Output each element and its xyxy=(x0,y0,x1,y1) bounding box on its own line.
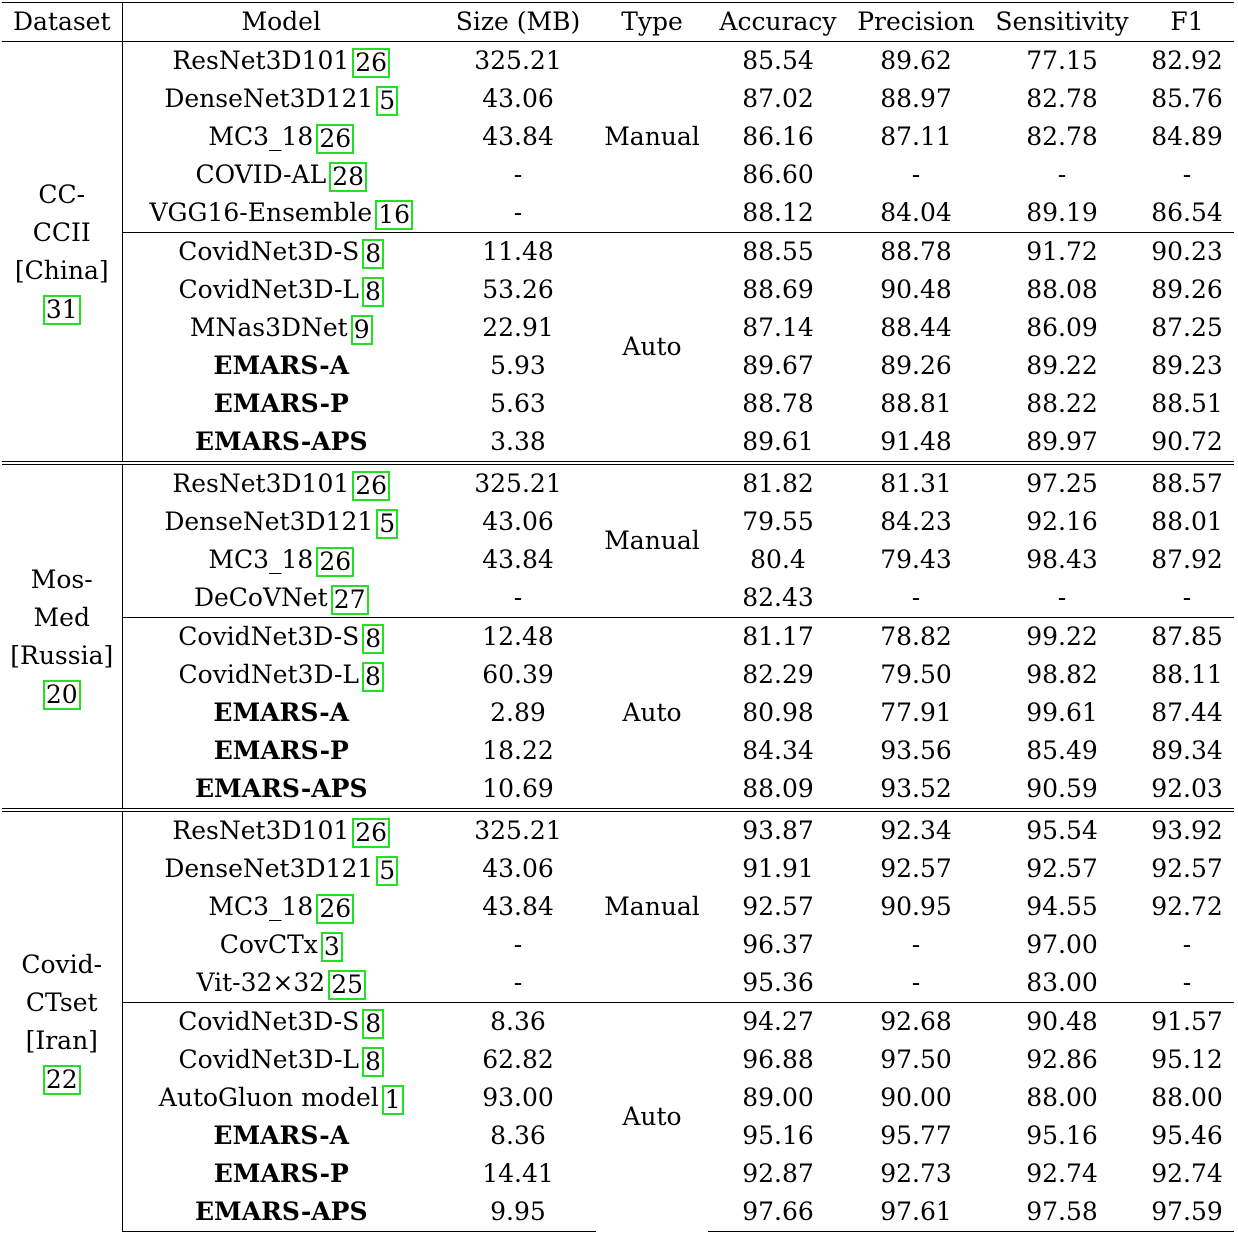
f1-cell: 87.85 xyxy=(1140,618,1234,657)
sensitivity-cell: 97.00 xyxy=(1026,930,1098,959)
model-name: DeCoVNet xyxy=(193,583,328,612)
size-cell: - xyxy=(513,583,523,612)
accuracy-cell: 85.54 xyxy=(742,46,814,75)
precision-cell: 90.00 xyxy=(880,1083,952,1112)
size-cell: - xyxy=(513,198,523,227)
model-name: COVID-AL xyxy=(195,160,327,189)
dataset-name-line: [China] xyxy=(14,255,109,285)
citation-link[interactable]: 5 xyxy=(376,86,398,116)
model-name: EMARS-P xyxy=(213,1159,349,1188)
sensitivity-cell: 95.54 xyxy=(1026,816,1098,845)
precision-cell: 88.81 xyxy=(880,389,952,418)
size-cell: 14.41 xyxy=(482,1159,554,1188)
model-name: CovidNet3D-S xyxy=(178,622,360,651)
accuracy-cell: 82.43 xyxy=(742,583,814,612)
model-cell xyxy=(122,694,440,732)
accuracy-cell: 91.91 xyxy=(742,854,814,883)
precision-cell: 92.34 xyxy=(880,816,952,845)
model-name: CovidNet3D-L xyxy=(178,275,360,304)
size-cell: 43.06 xyxy=(482,507,554,536)
accuracy-cell: 89.61 xyxy=(742,427,814,456)
model-cell xyxy=(122,850,440,888)
accuracy-cell: 88.09 xyxy=(742,774,814,803)
f1-cell: 95.46 xyxy=(1151,1121,1223,1150)
f1-cell: 84.89 xyxy=(1151,122,1223,151)
model-name: EMARS-P xyxy=(213,389,349,418)
f1-cell: 87.25 xyxy=(1151,313,1223,342)
accuracy-cell: 88.78 xyxy=(742,389,814,418)
precision-cell: 89.62 xyxy=(880,46,952,75)
model-cell xyxy=(122,964,440,1003)
citation-link[interactable]: 20 xyxy=(43,680,81,710)
sensitivity-cell: 92.16 xyxy=(1026,507,1098,536)
accuracy-cell: 84.34 xyxy=(742,736,814,765)
dataset-name-line: CC- xyxy=(38,179,86,209)
precision-cell: 87.11 xyxy=(880,122,952,151)
f1-cell: 92.74 xyxy=(1151,1159,1223,1188)
accuracy-cell: 96.37 xyxy=(742,930,814,959)
precision-cell: 79.50 xyxy=(880,660,952,689)
precision-cell: - xyxy=(911,160,921,189)
header-f1: F1 xyxy=(1140,3,1234,42)
f1-cell: 92.03 xyxy=(1151,774,1223,803)
model-cell xyxy=(122,309,440,347)
accuracy-cell: 88.55 xyxy=(708,233,848,272)
model-name: CovidNet3D-S xyxy=(178,1007,360,1036)
header-model: Model xyxy=(122,3,440,42)
sensitivity-cell: 85.49 xyxy=(1026,736,1098,765)
model-cell xyxy=(122,1193,440,1232)
model-cell xyxy=(122,618,440,657)
f1-cell: - xyxy=(1182,583,1192,612)
header-accuracy: Accuracy xyxy=(708,3,848,42)
size-cell: 12.48 xyxy=(440,618,596,657)
dataset-name-line: CCII xyxy=(32,217,91,247)
header-size: Size (MB) xyxy=(440,3,596,42)
citation-link[interactable]: 26 xyxy=(316,547,354,577)
table-row xyxy=(2,463,1234,503)
precision-cell: 88.97 xyxy=(880,84,952,113)
dataset-name-line: [Russia] xyxy=(10,640,114,670)
f1-cell: 93.92 xyxy=(1151,816,1223,845)
citation-link[interactable]: 8 xyxy=(362,1047,384,1077)
accuracy-cell: 87.14 xyxy=(742,313,814,342)
size-cell: 18.22 xyxy=(482,736,554,765)
sensitivity-cell: 89.19 xyxy=(1026,198,1098,227)
model-cell xyxy=(122,80,440,118)
f1-cell: 90.23 xyxy=(1140,233,1234,272)
size-cell: 43.06 xyxy=(482,854,554,883)
f1-cell: 89.26 xyxy=(1151,275,1223,304)
f1-cell: 88.00 xyxy=(1151,1083,1223,1112)
sensitivity-cell: 90.59 xyxy=(1026,774,1098,803)
accuracy-cell: 95.36 xyxy=(742,968,814,997)
accuracy-cell: 81.17 xyxy=(708,618,848,657)
f1-cell: 85.76 xyxy=(1151,84,1223,113)
sensitivity-cell: 88.22 xyxy=(1026,389,1098,418)
sensitivity-cell: 89.22 xyxy=(1026,351,1098,380)
accuracy-cell: 93.87 xyxy=(742,816,814,845)
table-row xyxy=(2,1003,1234,1042)
sensitivity-cell: 83.00 xyxy=(1026,968,1098,997)
model-name: DenseNet3D121 xyxy=(164,84,374,113)
size-cell: 22.91 xyxy=(482,313,554,342)
model-name: MC3_18 xyxy=(208,122,314,151)
size-cell: 2.89 xyxy=(490,698,546,727)
sensitivity-cell: 99.61 xyxy=(1026,698,1098,727)
sensitivity-cell: 86.09 xyxy=(1026,313,1098,342)
model-name: EMARS-A xyxy=(213,1121,350,1150)
dataset-name-line: [Iran] xyxy=(25,1025,98,1055)
header-sensitivity: Sensitivity xyxy=(984,3,1140,42)
accuracy-cell: 82.29 xyxy=(742,660,814,689)
table-row xyxy=(2,810,1234,850)
model-name: Vit-32×32 xyxy=(196,968,326,997)
model-cell xyxy=(122,118,440,156)
model-cell xyxy=(122,541,440,579)
citation-link[interactable]: 8 xyxy=(362,624,384,654)
precision-cell: 77.91 xyxy=(880,698,952,727)
model-cell xyxy=(122,271,440,309)
model-name: CovidNet3D-S xyxy=(178,237,360,266)
precision-cell: 79.43 xyxy=(880,545,952,574)
model-cell xyxy=(122,732,440,770)
dataset-name-line: Mos- xyxy=(30,564,93,594)
accuracy-cell: 89.67 xyxy=(742,351,814,380)
precision-cell: 92.73 xyxy=(880,1159,952,1188)
f1-cell: 82.92 xyxy=(1151,46,1223,75)
sensitivity-cell: 89.97 xyxy=(1026,427,1098,456)
precision-cell: 91.48 xyxy=(880,427,952,456)
model-name: EMARS-APS xyxy=(195,427,368,456)
precision-cell: 97.61 xyxy=(848,1193,984,1232)
size-cell: 11.48 xyxy=(440,233,596,272)
model-cell xyxy=(122,385,440,423)
model-cell xyxy=(122,770,440,810)
size-cell: - xyxy=(513,160,523,189)
model-cell xyxy=(122,194,440,233)
citation-link[interactable]: 8 xyxy=(362,1009,384,1039)
accuracy-cell: 89.00 xyxy=(742,1083,814,1112)
citation-link[interactable]: 26 xyxy=(352,818,390,848)
accuracy-cell: 92.87 xyxy=(742,1159,814,1188)
sensitivity-cell: 90.48 xyxy=(984,1003,1140,1042)
model-name: CovCTx xyxy=(219,930,318,959)
dataset-group xyxy=(2,463,1234,810)
citation-link[interactable]: 3 xyxy=(321,932,343,962)
f1-cell: 91.57 xyxy=(1140,1003,1234,1042)
precision-cell: 81.31 xyxy=(880,469,952,498)
dataset-group xyxy=(2,42,1234,464)
f1-cell: 92.72 xyxy=(1151,892,1223,921)
f1-cell: 88.01 xyxy=(1151,507,1223,536)
size-cell: 325.21 xyxy=(474,816,562,845)
precision-cell: 90.48 xyxy=(880,275,952,304)
accuracy-cell: 97.66 xyxy=(708,1193,848,1232)
type-cell: Auto xyxy=(596,1003,708,1232)
precision-cell: 88.44 xyxy=(880,313,952,342)
model-name: EMARS-P xyxy=(213,736,349,765)
dataset-name-line: CTset xyxy=(25,987,98,1017)
model-name: DenseNet3D121 xyxy=(164,854,374,883)
size-cell: - xyxy=(513,968,523,997)
citation-link[interactable]: 27 xyxy=(331,585,369,615)
accuracy-cell: 96.88 xyxy=(742,1045,814,1074)
citation-link[interactable]: 22 xyxy=(43,1065,81,1095)
results-table xyxy=(2,2,1234,1232)
f1-cell: 88.51 xyxy=(1151,389,1223,418)
dataset-group xyxy=(2,810,1234,1232)
precision-cell: 97.50 xyxy=(880,1045,952,1074)
accuracy-cell: 80.4 xyxy=(750,545,806,574)
citation-link[interactable]: 8 xyxy=(362,662,384,692)
size-cell: 43.84 xyxy=(482,892,554,921)
type-cell: Manual xyxy=(604,526,700,555)
model-cell xyxy=(122,656,440,694)
accuracy-cell: 86.16 xyxy=(742,122,814,151)
model-cell xyxy=(122,888,440,926)
size-cell: 93.00 xyxy=(482,1083,554,1112)
size-cell: 8.36 xyxy=(490,1121,546,1150)
citation-link[interactable]: 16 xyxy=(375,200,413,230)
f1-cell: 89.34 xyxy=(1151,736,1223,765)
f1-cell: - xyxy=(1182,160,1192,189)
model-name: MNas3DNet xyxy=(189,313,348,342)
model-cell xyxy=(122,926,440,964)
sensitivity-cell: 98.82 xyxy=(1026,660,1098,689)
precision-cell: 88.78 xyxy=(848,233,984,272)
size-cell: 43.06 xyxy=(482,84,554,113)
size-cell: 3.38 xyxy=(490,427,546,456)
dataset-name-line: Med xyxy=(33,602,90,632)
type-cell: Manual xyxy=(604,892,700,921)
model-name: ResNet3D101 xyxy=(172,469,350,498)
f1-cell: - xyxy=(1182,968,1192,997)
dataset-cell xyxy=(2,463,122,810)
sensitivity-cell: 92.57 xyxy=(1026,854,1098,883)
size-cell: 62.82 xyxy=(482,1045,554,1074)
f1-cell: 88.57 xyxy=(1151,469,1223,498)
sensitivity-cell: 99.22 xyxy=(984,618,1140,657)
f1-cell: 86.54 xyxy=(1151,198,1223,227)
citation-link[interactable]: 9 xyxy=(351,315,373,345)
citation-link[interactable]: 28 xyxy=(329,162,367,192)
f1-cell: 97.59 xyxy=(1140,1193,1234,1232)
size-cell: 5.63 xyxy=(490,389,546,418)
model-name: CovidNet3D-L xyxy=(178,660,360,689)
precision-cell: 89.26 xyxy=(880,351,952,380)
accuracy-cell: 81.82 xyxy=(742,469,814,498)
model-name: ResNet3D101 xyxy=(172,816,350,845)
model-cell xyxy=(122,463,440,503)
model-name: AutoGluon model xyxy=(158,1083,379,1112)
accuracy-cell: 88.69 xyxy=(742,275,814,304)
accuracy-cell: 87.02 xyxy=(742,84,814,113)
sensitivity-cell: - xyxy=(1057,160,1067,189)
model-cell xyxy=(122,156,440,194)
f1-cell: 88.11 xyxy=(1151,660,1223,689)
type-cell: Auto xyxy=(596,233,708,464)
precision-cell: 90.95 xyxy=(880,892,952,921)
sensitivity-cell: 77.15 xyxy=(1026,46,1098,75)
model-cell xyxy=(122,233,440,272)
size-cell: 8.36 xyxy=(440,1003,596,1042)
citation-link[interactable]: 26 xyxy=(316,894,354,924)
f1-cell: 87.92 xyxy=(1151,545,1223,574)
citation-link[interactable]: 8 xyxy=(362,277,384,307)
size-cell: 43.84 xyxy=(482,545,554,574)
precision-cell: - xyxy=(911,930,921,959)
model-name: EMARS-APS xyxy=(195,774,368,803)
model-name: MC3_18 xyxy=(208,892,314,921)
size-cell: 9.95 xyxy=(440,1193,596,1232)
citation-link[interactable]: 1 xyxy=(382,1085,404,1115)
citation-link[interactable]: 31 xyxy=(43,295,81,325)
type-cell: Auto xyxy=(596,618,708,811)
model-cell xyxy=(122,42,440,81)
f1-cell: 92.57 xyxy=(1151,854,1223,883)
sensitivity-cell: 97.25 xyxy=(1026,469,1098,498)
f1-cell: 87.44 xyxy=(1151,698,1223,727)
dataset-cell xyxy=(2,42,122,464)
model-name: EMARS-A xyxy=(213,351,350,380)
header-dataset: Dataset xyxy=(2,3,122,42)
precision-cell: 78.82 xyxy=(848,618,984,657)
precision-cell: 93.56 xyxy=(880,736,952,765)
model-cell xyxy=(122,423,440,463)
f1-cell: - xyxy=(1182,930,1192,959)
sensitivity-cell: 98.43 xyxy=(1026,545,1098,574)
accuracy-cell: 80.98 xyxy=(742,698,814,727)
precision-cell: 84.04 xyxy=(880,198,952,227)
citation-link[interactable]: 5 xyxy=(376,509,398,539)
model-cell xyxy=(122,1003,440,1042)
f1-cell: 90.72 xyxy=(1151,427,1223,456)
accuracy-cell: 79.55 xyxy=(742,507,814,536)
sensitivity-cell: 82.78 xyxy=(1026,84,1098,113)
accuracy-cell: 92.57 xyxy=(742,892,814,921)
sensitivity-cell: 91.72 xyxy=(984,233,1140,272)
table-row xyxy=(2,618,1234,657)
citation-link[interactable]: 5 xyxy=(376,856,398,886)
model-cell xyxy=(122,810,440,850)
model-name: VGG16-Ensemble xyxy=(149,198,373,227)
sensitivity-cell: 82.78 xyxy=(1026,122,1098,151)
citation-link[interactable]: 26 xyxy=(316,124,354,154)
header-precision: Precision xyxy=(848,3,984,42)
model-name: EMARS-APS xyxy=(195,1197,368,1226)
size-cell: 10.69 xyxy=(482,774,554,803)
citation-link[interactable]: 8 xyxy=(362,239,384,269)
precision-cell: - xyxy=(911,583,921,612)
sensitivity-cell: 94.55 xyxy=(1026,892,1098,921)
model-name: DenseNet3D121 xyxy=(164,507,374,536)
model-name: EMARS-A xyxy=(213,698,350,727)
precision-cell: 92.57 xyxy=(880,854,952,883)
precision-cell: 95.77 xyxy=(880,1121,952,1150)
accuracy-cell: 88.12 xyxy=(742,198,814,227)
precision-cell: - xyxy=(911,968,921,997)
model-cell xyxy=(122,1079,440,1117)
citation-link[interactable]: 26 xyxy=(352,48,390,78)
model-cell xyxy=(122,579,440,618)
sensitivity-cell: 88.08 xyxy=(1026,275,1098,304)
accuracy-cell: 86.60 xyxy=(742,160,814,189)
sensitivity-cell: 95.16 xyxy=(1026,1121,1098,1150)
table-row xyxy=(2,233,1234,272)
accuracy-cell: 94.27 xyxy=(708,1003,848,1042)
f1-cell: 89.23 xyxy=(1151,351,1223,380)
size-cell: 5.93 xyxy=(490,351,546,380)
citation-link[interactable]: 26 xyxy=(352,471,390,501)
size-cell: 325.21 xyxy=(474,469,562,498)
size-cell: 60.39 xyxy=(482,660,554,689)
header-type: Type xyxy=(596,3,708,42)
model-name: MC3_18 xyxy=(208,545,314,574)
size-cell: 43.84 xyxy=(482,122,554,151)
sensitivity-cell: 88.00 xyxy=(1026,1083,1098,1112)
precision-cell: 84.23 xyxy=(880,507,952,536)
f1-cell: 95.12 xyxy=(1151,1045,1223,1074)
type-cell: Manual xyxy=(604,122,700,151)
size-cell: - xyxy=(513,930,523,959)
precision-cell: 92.68 xyxy=(848,1003,984,1042)
model-name: ResNet3D101 xyxy=(172,46,350,75)
model-cell xyxy=(122,347,440,385)
sensitivity-cell: 92.86 xyxy=(1026,1045,1098,1074)
model-cell xyxy=(122,503,440,541)
model-cell xyxy=(122,1041,440,1079)
sensitivity-cell: 97.58 xyxy=(984,1193,1140,1232)
dataset-name-line: Covid- xyxy=(21,949,103,979)
sensitivity-cell: 92.74 xyxy=(1026,1159,1098,1188)
size-cell: 325.21 xyxy=(474,46,562,75)
dataset-cell xyxy=(2,810,122,1232)
table-row xyxy=(2,42,1234,81)
model-cell xyxy=(122,1155,440,1193)
model-cell xyxy=(122,1117,440,1155)
precision-cell: 93.52 xyxy=(880,774,952,803)
accuracy-cell: 95.16 xyxy=(742,1121,814,1150)
model-name: CovidNet3D-L xyxy=(178,1045,360,1074)
header-row xyxy=(2,3,1234,42)
sensitivity-cell: - xyxy=(1057,583,1067,612)
size-cell: 53.26 xyxy=(482,275,554,304)
citation-link[interactable]: 25 xyxy=(328,970,366,1000)
